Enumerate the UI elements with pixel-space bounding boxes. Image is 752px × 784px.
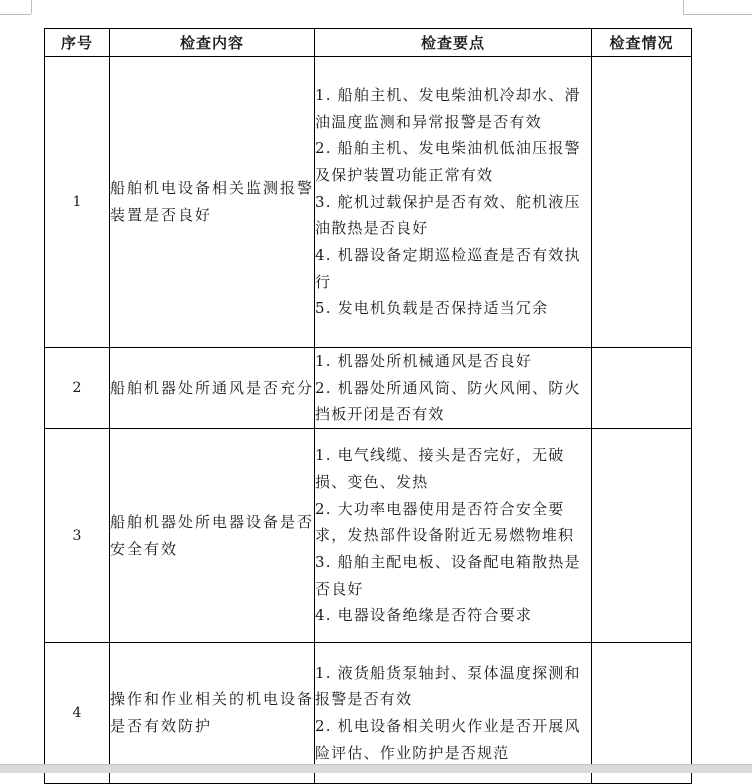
check-content: 船舶机电设备相关监测报警装置是否良好 bbox=[110, 57, 315, 348]
margin-guide-right-vertical bbox=[683, 0, 684, 14]
check-point: 2. 机器处所通风筒、防火风闸、防火挡板开闭是否有效 bbox=[315, 378, 581, 424]
check-point: 1. 电气线缆、接头是否完好，无破损、变色、发热 bbox=[315, 446, 565, 491]
check-point: 4. 电器设备绝缘是否符合要求 bbox=[315, 606, 533, 625]
check-point: 2. 船舶主机、发电柴油机低油压报警及保护装置功能正常有效 bbox=[315, 139, 581, 184]
check-status-cell[interactable] bbox=[592, 348, 692, 429]
check-points bbox=[315, 348, 592, 429]
table-row bbox=[45, 57, 692, 348]
margin-guide-right-horizontal bbox=[683, 14, 752, 15]
check-status-cell[interactable] bbox=[592, 57, 692, 348]
check-point: 2. 大功率电器使用是否符合安全要求，发热部件设备附近无易燃物堆积 bbox=[315, 499, 575, 545]
row-number: 4 bbox=[45, 643, 110, 784]
header-row bbox=[45, 29, 692, 57]
check-point: 5. 发电机负载是否保持适当冗余 bbox=[315, 299, 549, 318]
header-content: 检查内容 bbox=[110, 29, 315, 57]
horizontal-scrollbar[interactable] bbox=[0, 764, 752, 773]
row-number: 3 bbox=[45, 429, 110, 643]
check-status-cell[interactable] bbox=[592, 643, 692, 784]
check-point: 1. 船舶主机、发电柴油机冷却水、滑油温度监测和异常报警是否有效 bbox=[315, 85, 581, 131]
check-points bbox=[315, 429, 592, 643]
header-status: 检查情况 bbox=[592, 29, 692, 57]
check-point: 3. 舵机过载保护是否有效、舵机液压油散热是否良好 bbox=[315, 192, 581, 238]
check-content: 操作和作业相关的机电设备是否有效防护 bbox=[110, 643, 315, 784]
inspection-table bbox=[44, 28, 692, 784]
check-point: 1. 机器处所机械通风是否良好 bbox=[315, 352, 533, 370]
row-number: 2 bbox=[45, 348, 110, 429]
check-content: 船舶机器处所电器设备是否安全有效 bbox=[110, 429, 315, 643]
margin-guide-left-horizontal bbox=[0, 14, 31, 15]
table-row bbox=[45, 643, 692, 784]
header-no: 序号 bbox=[45, 29, 110, 57]
check-point: 3. 船舶主配电板、设备配电箱散热是否良好 bbox=[315, 552, 581, 598]
check-status-cell[interactable] bbox=[592, 429, 692, 643]
check-points bbox=[315, 643, 592, 784]
row-number: 1 bbox=[45, 57, 110, 348]
check-point: 1. 液货船货泵轴封、泵体温度探测和报警是否有效 bbox=[315, 663, 581, 709]
table-row bbox=[45, 429, 692, 643]
header-points: 检查要点 bbox=[315, 29, 592, 57]
check-content: 船舶机器处所通风是否充分 bbox=[110, 348, 315, 429]
check-points bbox=[315, 57, 592, 348]
check-point: 4. 机器设备定期巡检巡查是否有效执行 bbox=[315, 246, 581, 291]
margin-guide-left-vertical bbox=[31, 0, 32, 14]
table-row bbox=[45, 348, 692, 429]
check-point: 2. 机电设备相关明火作业是否开展风险评估、作业防护是否规范 bbox=[315, 717, 581, 762]
